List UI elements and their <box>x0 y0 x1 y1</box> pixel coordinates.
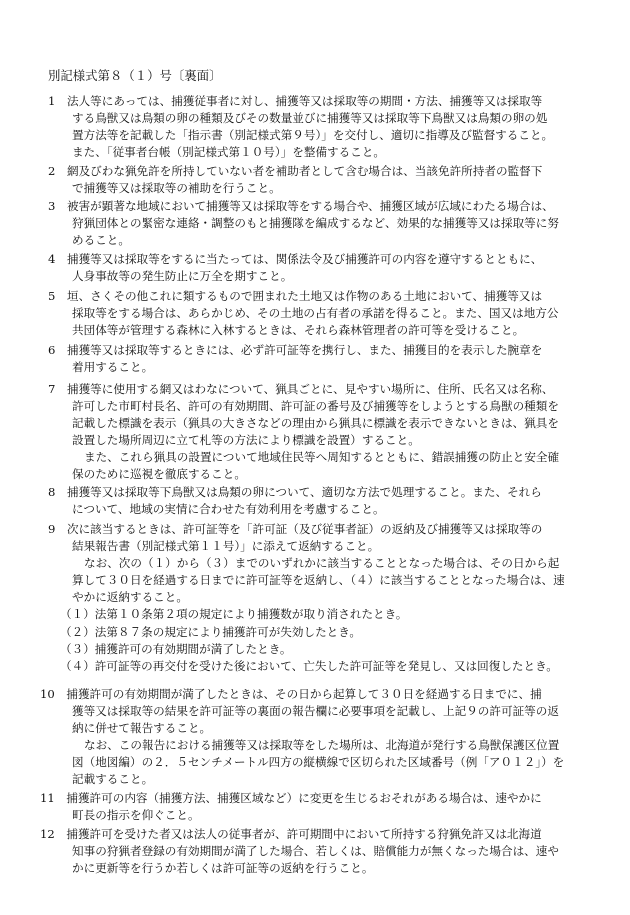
condition-line: する鳥獣又は鳥類の卵の種類及びその数量並びに捕獲等又は採取等下鳥獣又は鳥類の卵の処 <box>72 111 548 126</box>
condition-line: 設置した場所周辺に立て札等の方法により標識を設置）すること。 <box>72 433 420 448</box>
condition-item <box>48 484 608 518</box>
condition-item <box>48 198 608 249</box>
condition-line: 3 被害が顕著な地域において捕獲等又は採取等をする場合や、捕獲区域が広域にわたる場合は、 <box>48 199 554 213</box>
condition-line: 4 捕獲等又は採取等をするに当たっては、関係法令及び捕獲許可の内容を遵守するとともに、 <box>48 252 543 266</box>
condition-line: 獲等又は採取等の結果を許可証等の裏面の報告欄に必要事項を記載し、上記９の許可証等の返 <box>72 704 559 719</box>
condition-item <box>48 93 608 161</box>
condition-line: 置方法等を記載した「指示書（別記様式第９号）」を交付し、適切に指導及び監督すること。 <box>72 128 554 143</box>
condition-line: 2 網及びわな猟免許を所持していない者を補助者として含む場合は、当該免許所持者の監督下 <box>48 164 543 178</box>
condition-line: 知事の狩猟者登録の有効期間が満了した場合、若しくは、賠償能力が無くなった場合は、速や <box>72 844 559 859</box>
condition-line: 11 捕獲許可の内容（捕獲方法、捕獲区域など）に変更を生じるおそれがある場合は、速やかに <box>40 791 542 805</box>
condition-line: 着用すること。 <box>72 360 154 375</box>
condition-line: 許可した市町村長名、許可の有効期間、許可証の番号及び捕獲等をしようとする鳥獣の種類を <box>72 399 559 414</box>
condition-line: （１）法第１０条第２項の規定により捕獲数が取り消されたとき。 <box>60 607 408 622</box>
condition-item <box>40 826 600 877</box>
form-heading: 別記様式第８（１）号〔裏面〕 <box>48 68 222 83</box>
condition-line: 7 捕獲等に使用する網又はわなについて、猟具ごとに、見やすい場所に、住所、氏名又は名称、 <box>48 382 554 396</box>
condition-line: 12 捕獲許可を受けた者又は法人の従事者が、許可期間中において所持する狩猟免許又は北海道 <box>40 827 542 841</box>
condition-line: 算して３０日を経過する日までに許可証等を返納し、（４）に該当することとなった場合は、速 <box>72 573 565 588</box>
condition-line: 記載した標識を表示（猟具の大きさなどの理由から猟具に標識を表示できないときは、猟具を <box>72 416 559 431</box>
condition-line: 図（地図編）の２．５センチメートル四方の縦横線で区切られた区域番号（例「ア０１２」）を <box>72 755 565 770</box>
condition-line: で捕獲等又は採取等の補助を行うこと。 <box>72 181 281 196</box>
condition-line: かに更新等を行うか若しくは許可証等の返納を行うこと。 <box>72 861 374 876</box>
condition-item <box>48 342 608 376</box>
condition-item <box>48 251 608 285</box>
condition-line: 1 法人等にあっては、捕獲従事者に対し、捕獲等又は採取等の期間・方法、捕獲等又は採取等 <box>48 94 543 108</box>
condition-line: 保のために巡視を徹底すること。 <box>72 467 246 482</box>
condition-item <box>48 521 608 675</box>
condition-line: やかに返納すること。 <box>72 590 188 605</box>
condition-line: 人身事故等の発生防止に万全を期すこと。 <box>72 269 293 284</box>
condition-line: 採取等をする場合は、あらかじめ、その土地の占有者の承諾を得ること。また、国又は地方公 <box>72 306 559 321</box>
condition-line: 納に併せて報告すること。 <box>72 721 212 736</box>
condition-line: 結果報告書（別記様式第１１号）」に添えて返納すること。 <box>72 539 380 554</box>
condition-line: 9 次に該当するときは、許可証等を「許可証（及び従事者証）の返納及び捕獲等又は採取等の <box>48 522 543 536</box>
condition-line: 町長の指示を仰ぐこと。 <box>72 808 200 823</box>
condition-line: なお、次の（１）から（３）までのいずれかに該当することとなった場合は、その日から起 <box>84 556 560 571</box>
condition-line: また、「従事者台帳（別記様式第１０号）」を整備すること。 <box>72 145 386 160</box>
condition-line: 6 捕獲等又は採取等するときには、必ず許可証等を携行し、また、捕獲目的を表示した腕章を <box>48 343 543 357</box>
condition-line: なお、この報告における捕獲等又は採取等をした場所は、北海道が発行する鳥獣保護区位置 <box>84 738 560 753</box>
condition-line: （３）捕獲許可の有効期間が満了したとき。 <box>60 641 292 656</box>
condition-line: 5 垣、さくその他これに類するもので囲まれた土地又は作物のある土地において、捕獲等又は <box>48 289 543 303</box>
condition-item <box>48 381 608 484</box>
condition-item <box>48 288 608 339</box>
condition-item <box>48 163 608 197</box>
condition-line: 狩猟団体との緊密な連絡・調整のもと捕獲隊を編成するなど、効果的な捕獲等又は採取等に努 <box>72 216 559 231</box>
condition-line: （２）法第８７条の規定により捕獲許可が失効したとき。 <box>60 624 361 639</box>
condition-item <box>40 686 600 789</box>
condition-line: （４）許可証等の再交付を受けた後において、亡失した許可証等を発見し、又は回復したとき。 <box>60 658 558 673</box>
condition-line: また、これら猟具の設置について地域住民等へ周知するとともに、錯誤捕獲の防止と安全確 <box>84 450 560 465</box>
condition-line: 8 捕獲等又は採取等下鳥獣又は鳥類の卵について、適切な方法で処理すること。また、それら <box>48 485 542 499</box>
condition-item <box>40 790 600 824</box>
condition-line: 10 捕獲許可の有効期間が満了したときは、その日から起算して３０日を経過する日までに、捕 <box>40 687 542 701</box>
condition-line: めること。 <box>72 233 130 248</box>
condition-line: について、地域の実情に合わせた有効利用を考慮すること。 <box>72 502 385 517</box>
condition-line: 記載すること。 <box>72 772 154 787</box>
condition-line: 共団体等が管理する森林に入林するときは、それら森林管理者の許可等を受けること。 <box>72 323 525 338</box>
